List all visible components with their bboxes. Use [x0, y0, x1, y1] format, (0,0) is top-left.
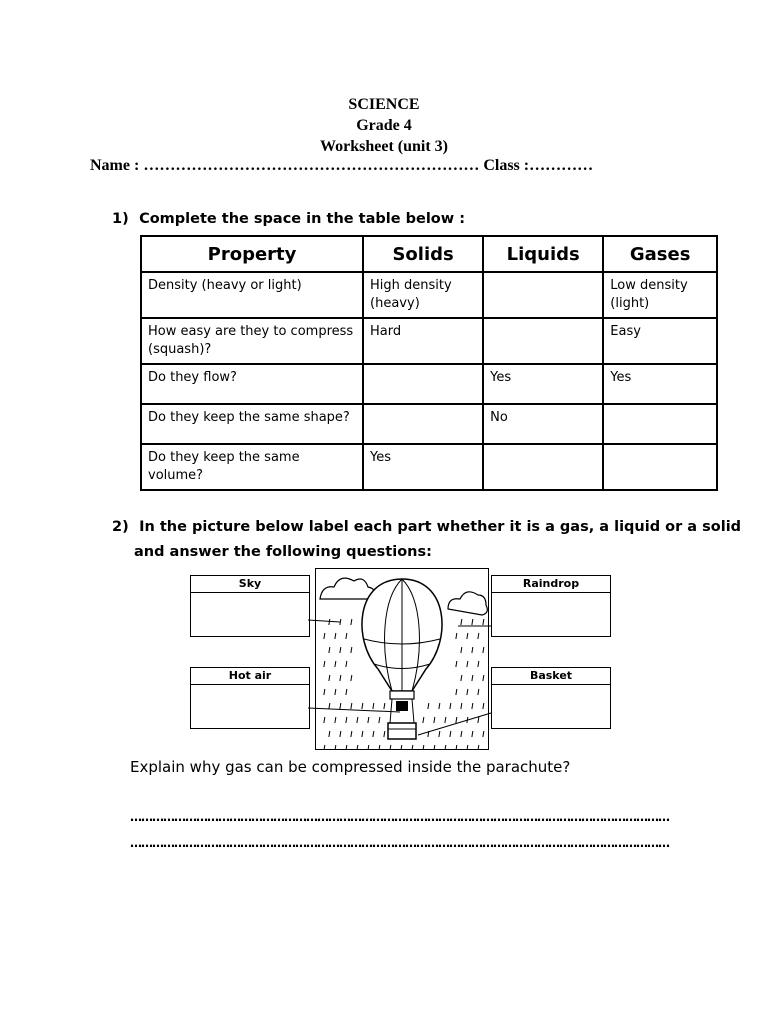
- question-1-number: 1): [112, 211, 129, 227]
- subject-title: SCIENCE: [348, 96, 420, 113]
- column-header-liquids: Liquids: [483, 236, 603, 272]
- table-cell-gases[interactable]: Low density (light): [603, 272, 717, 318]
- column-header-gases: Gases: [603, 236, 717, 272]
- table-cell-property: Do they keep the same volume?: [141, 444, 363, 490]
- table-cell-solids[interactable]: Yes: [363, 444, 483, 490]
- connector-hot-air: [308, 708, 400, 712]
- table-cell-property: How easy are they to compress (squash)?: [141, 318, 363, 364]
- table-cell-liquids[interactable]: No: [483, 404, 603, 444]
- label-title-basket: Basket: [492, 668, 610, 685]
- label-title-raindrop: Raindrop: [492, 576, 610, 593]
- question-2-number: 2): [112, 519, 129, 535]
- table-cell-property: Do they keep the same shape?: [141, 404, 363, 444]
- question-2-line-1: In the picture below label each part whether it is a gas, a liquid or a solid: [139, 519, 742, 535]
- connector-sky: [308, 620, 340, 622]
- table-cell-property: Density (heavy or light): [141, 272, 363, 318]
- question-2-line-2: and answer the following questions:: [134, 544, 432, 560]
- table-cell-liquids[interactable]: Yes: [483, 364, 603, 404]
- table-cell-property: Do they flow?: [141, 364, 363, 404]
- column-header-solids: Solids: [363, 236, 483, 272]
- column-header-property: Property: [141, 236, 363, 272]
- answer-line-1[interactable]: …………………………………………………………………………………………………………………………………: [130, 810, 669, 824]
- table-cell-gases[interactable]: Yes: [603, 364, 717, 404]
- table-cell-solids[interactable]: Hard: [363, 318, 483, 364]
- connector-basket: [418, 713, 491, 735]
- label-title-sky: Sky: [191, 576, 309, 593]
- table-cell-solids[interactable]: High density (heavy): [363, 272, 483, 318]
- table-cell-gases[interactable]: Easy: [603, 318, 717, 364]
- name-class-line: Name : ……………………………………………………… Class :…………: [90, 157, 594, 174]
- grade-title: Grade 4: [356, 117, 412, 134]
- question-1-text: Complete the space in the table below :: [139, 211, 465, 227]
- worksheet-title: Worksheet (unit 3): [320, 138, 448, 155]
- explain-question: Explain why gas can be compressed inside the parachute?: [130, 758, 571, 776]
- label-title-hot-air: Hot air: [191, 668, 309, 685]
- answer-line-2[interactable]: …………………………………………………………………………………………………………………………………: [130, 836, 669, 850]
